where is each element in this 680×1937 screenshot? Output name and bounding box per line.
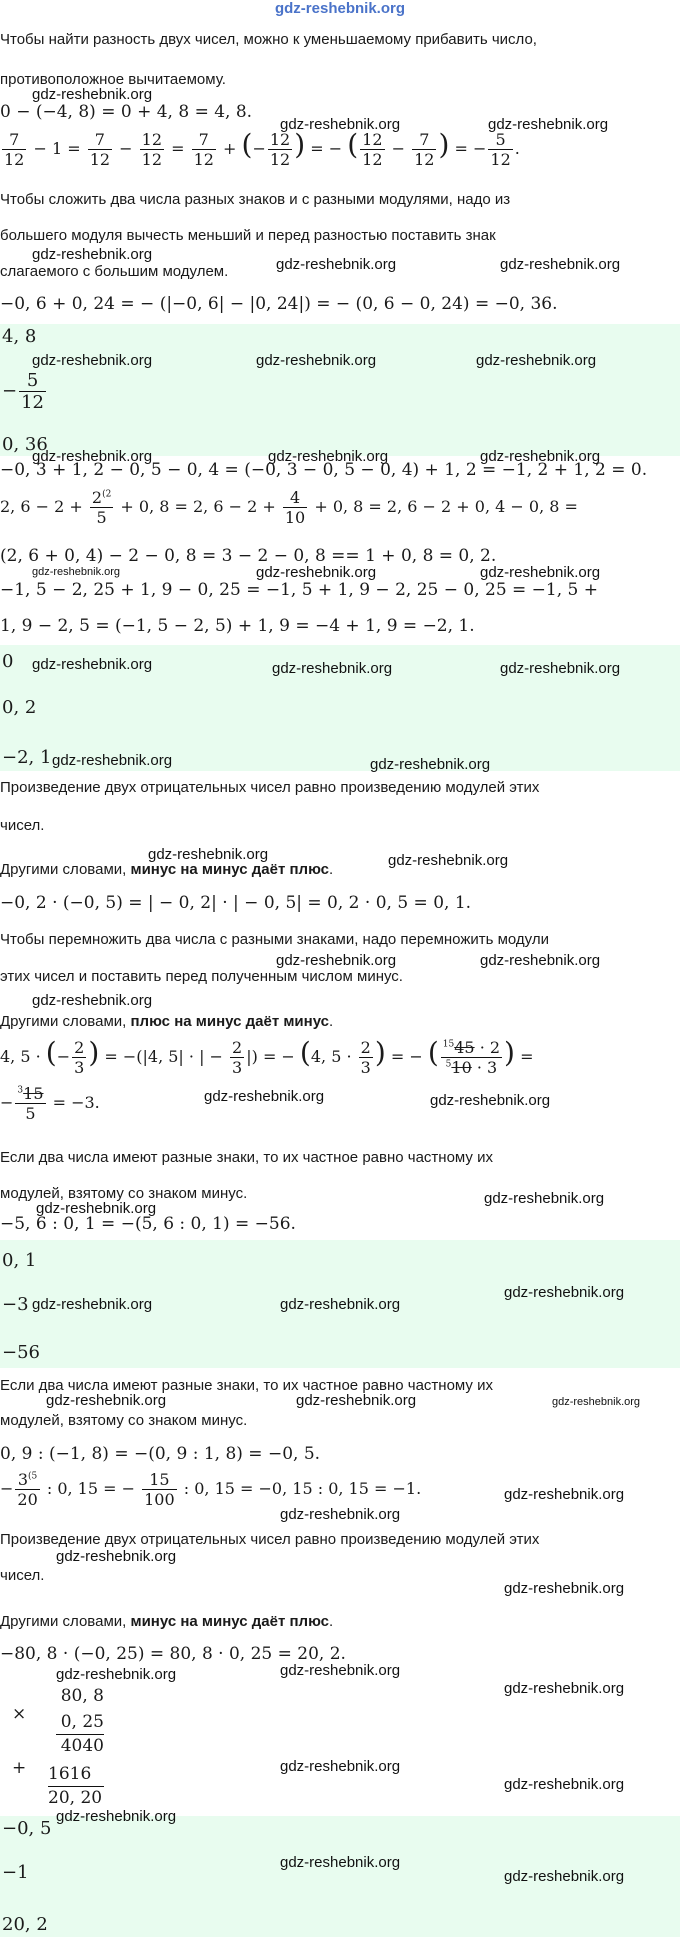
watermark-text: gdz-reshebnik.org xyxy=(32,1296,153,1313)
answer-value: −2, 1 xyxy=(2,747,52,768)
rule-text: Произведение двух отрицательных чисел равно произведению модулей этих xyxy=(0,1531,540,1548)
rule-text: большего модуля вычесть меньший и перед разностью поставить знак xyxy=(0,227,496,244)
equation: 0 − (−4, 8) = 0 + 4, 8 = 4, 8. xyxy=(0,102,253,122)
column-multiplication xyxy=(0,1680,160,1814)
watermark-text: gdz-reshebnik.org xyxy=(46,1392,167,1409)
answer-fraction: − $\frac{5}{12}$ xyxy=(2,370,44,413)
equation: −1, 5 − 2, 25 + 1, 9 − 0, 25 = −1, 5 + 1, 9 − 2, 25 − 0, 25 = −1, 5 + xyxy=(0,580,599,600)
partial-product: 1616 xyxy=(48,1764,92,1784)
answer-value: 20, 2 xyxy=(2,1914,48,1935)
watermark-text: gdz-reshebnik.org xyxy=(280,1758,401,1775)
watermark-text: gdz-reshebnik.org xyxy=(276,256,397,273)
watermark-text: gdz-reshebnik.org xyxy=(32,352,153,369)
partial-product: 4040 xyxy=(60,1736,104,1756)
factor: 80, 8 xyxy=(60,1686,104,1706)
watermark-text: gdz-reshebnik.org xyxy=(32,566,121,578)
rule-text: Чтобы сложить два числа разных знаков и с разными модулями, надо из xyxy=(0,191,511,208)
watermark-text: gdz-reshebnik.org xyxy=(36,1200,157,1217)
answer-value: −0, 5 xyxy=(2,1818,52,1839)
rule-text: противоположное вычитаемому. xyxy=(0,71,226,88)
rule-text: чисел. xyxy=(0,817,45,834)
rule-text: Если два числа имеют разные знаки, то их частное равно частному их xyxy=(0,1377,493,1394)
calc-line xyxy=(48,1786,104,1787)
rule-text: Чтобы перемножить два числа с разными знаками, надо перемножить модули xyxy=(0,931,549,948)
watermark-text: gdz-reshebnik.org xyxy=(56,1548,177,1565)
watermark-text: gdz-reshebnik.org xyxy=(32,992,153,1009)
rule-text: Чтобы найти разность двух чисел, можно к уменьшаемому прибавить число, xyxy=(0,31,537,48)
watermark-text: gdz-reshebnik.org xyxy=(280,1662,401,1679)
watermark-text: gdz-reshebnik.org xyxy=(552,1396,641,1408)
rule-text: Другими словами, плюс на минус даёт минус. xyxy=(0,1013,334,1030)
watermark-text: gdz-reshebnik.org xyxy=(204,1088,325,1105)
watermark-text: gdz-reshebnik.org xyxy=(430,1092,551,1109)
factor: 0, 25 xyxy=(60,1712,104,1732)
rule-text: Другими словами, минус на минус даёт плюс. xyxy=(0,861,334,878)
answer-value: 0, 36 xyxy=(2,434,48,455)
product-result: 20, 20 xyxy=(48,1788,103,1808)
watermark-text: gdz-reshebnik.org xyxy=(484,1190,605,1207)
equation: −5, 6 : 0, 1 = −(5, 6 : 0, 1) = −56. xyxy=(0,1214,296,1234)
watermark-text: gdz-reshebnik.org xyxy=(504,1680,625,1697)
equation-fraction: − $\frac{^315}{5}$ = −3. xyxy=(0,1084,100,1123)
equation: 0, 9 : (−1, 8) = −(0, 9 : 1, 8) = −0, 5. xyxy=(0,1444,321,1464)
watermark-text: gdz-reshebnik.org xyxy=(256,564,377,581)
watermark-text: gdz-reshebnik.org xyxy=(480,564,601,581)
watermark-text: gdz-reshebnik.org xyxy=(504,1486,625,1503)
plus-sign: + xyxy=(12,1758,27,1778)
equation: −0, 6 + 0, 24 = − (|−0, 6| − |0, 24|) = − (0, 6 − 0, 24) = −0, 36. xyxy=(0,294,558,314)
watermark-text: gdz-reshebnik.org xyxy=(500,256,621,273)
watermark-text: gdz-reshebnik.org xyxy=(388,852,509,869)
watermark-text: gdz-reshebnik.org xyxy=(268,448,389,465)
answer-block xyxy=(0,324,680,456)
rule-text: Другими словами, минус на минус даёт плюс. xyxy=(0,1613,334,1630)
answer-value: 4, 8 xyxy=(2,326,37,347)
watermark-text: gdz-reshebnik.org xyxy=(276,952,397,969)
rule-text: модулей, взятому со знаком минус. xyxy=(0,1185,248,1202)
watermark-text: gdz-reshebnik.org xyxy=(280,1296,401,1313)
watermark-text: gdz-reshebnik.org xyxy=(280,1854,401,1871)
watermark-text: gdz-reshebnik.org xyxy=(56,1808,177,1825)
answer-value: 0, 1 xyxy=(2,1250,37,1271)
watermark-text: gdz-reshebnik.org xyxy=(476,352,597,369)
watermark-text: gdz-reshebnik.org xyxy=(32,86,153,103)
equation-fraction: $\frac{7}{12}$ − 1 = $\frac{7}{12}$ − $\frac{12}{12}$ = $\frac{7}{12}$ + (− $\frac{12}{12}$ ) = − ( $\frac{12}{12}$ − $\frac{7}{12}$ ) = − $\frac{5}{12}$ . xyxy=(4,128,520,169)
watermark-text: gdz-reshebnik.org xyxy=(504,1284,625,1301)
watermark-text: gdz-reshebnik.org xyxy=(56,1666,177,1683)
site-header[interactable]: gdz-reshebnik.org xyxy=(274,0,405,17)
answer-value: −1 xyxy=(2,1862,29,1883)
equation: −0, 2 · (−0, 5) = | − 0, 2| · | − 0, 5| = 0, 2 · 0, 5 = 0, 1. xyxy=(0,893,472,913)
watermark-text: gdz-reshebnik.org xyxy=(280,1506,401,1523)
watermark-text: gdz-reshebnik.org xyxy=(370,756,491,773)
multiply-sign: × xyxy=(12,1704,27,1724)
rule-text: слагаемого с большим модулем. xyxy=(0,263,229,280)
watermark-text: gdz-reshebnik.org xyxy=(504,1776,625,1793)
watermark-text: gdz-reshebnik.org xyxy=(272,660,393,677)
rule-text: чисел. xyxy=(0,1567,45,1584)
watermark-text: gdz-reshebnik.org xyxy=(480,952,601,969)
equation-fraction: 2, 6 − 2 + $\frac{2^{(2}}{5}$ + 0, 8 = 2, 6 − 2 + $\frac{4}{10}$ + 0, 8 = 2, 6 − 2 + 0, 4 − 0, 8 = xyxy=(0,488,578,527)
watermark-text: gdz-reshebnik.org xyxy=(280,116,401,133)
watermark-text: gdz-reshebnik.org xyxy=(500,660,621,677)
equation: −0, 3 + 1, 2 − 0, 5 − 0, 4 = (−0, 3 − 0, 5 − 0, 4) + 1, 2 = −1, 2 + 1, 2 = 0. xyxy=(0,460,648,480)
watermark-text: gdz-reshebnik.org xyxy=(504,1580,625,1597)
watermark-text: gdz-reshebnik.org xyxy=(148,846,269,863)
rule-text: Произведение двух отрицательных чисел равно произведению модулей этих xyxy=(0,779,540,796)
watermark-text: gdz-reshebnik.org xyxy=(480,448,601,465)
rule-text: Если два числа имеют разные знаки, то их частное равно частному их xyxy=(0,1149,493,1166)
watermark-text: gdz-reshebnik.org xyxy=(488,116,609,133)
answer-value: −3 xyxy=(2,1294,29,1315)
rule-text: модулей, взятому со знаком минус. xyxy=(0,1412,248,1429)
equation: −80, 8 · (−0, 25) = 80, 8 · 0, 25 = 20, 2. xyxy=(0,1644,346,1664)
equation-fraction: 4, 5 · (− $\frac{2}{3}$ ) = −(|4, 5| · | − $\frac{2}{3}$ |) = − (4, 5 · $\frac{2}{3}$ ) = − ( $\frac{^{15}45 \cdot 2}{^510 \cdot 3}$ ) = xyxy=(0,1036,534,1077)
answer-value: 0 xyxy=(2,651,14,672)
answer-value: 0, 2 xyxy=(2,697,37,718)
watermark-text: gdz-reshebnik.org xyxy=(504,1868,625,1885)
equation: 1, 9 − 2, 5 = (−1, 5 − 2, 5) + 1, 9 = −4 + 1, 9 = −2, 1. xyxy=(0,616,475,636)
watermark-text: gdz-reshebnik.org xyxy=(32,656,153,673)
calc-line xyxy=(56,1734,104,1735)
equation: (2, 6 + 0, 4) − 2 − 0, 8 = 3 − 2 − 0, 8 == 1 + 0, 8 = 0, 2. xyxy=(0,546,497,566)
watermark-text: gdz-reshebnik.org xyxy=(32,448,153,465)
watermark-text: gdz-reshebnik.org xyxy=(256,352,377,369)
watermark-text: gdz-reshebnik.org xyxy=(32,246,153,263)
equation-fraction: − $\frac{3^{(5}}{20}$ : 0, 15 = − $\frac{15}{100}$ : 0, 15 = −0, 15 : 0, 15 = −1. xyxy=(0,1470,422,1509)
watermark-text: gdz-reshebnik.org xyxy=(52,752,173,769)
watermark-text: gdz-reshebnik.org xyxy=(296,1392,417,1409)
rule-text: этих чисел и поставить перед полученным числом минус. xyxy=(0,968,403,985)
answer-value: −56 xyxy=(2,1342,40,1363)
